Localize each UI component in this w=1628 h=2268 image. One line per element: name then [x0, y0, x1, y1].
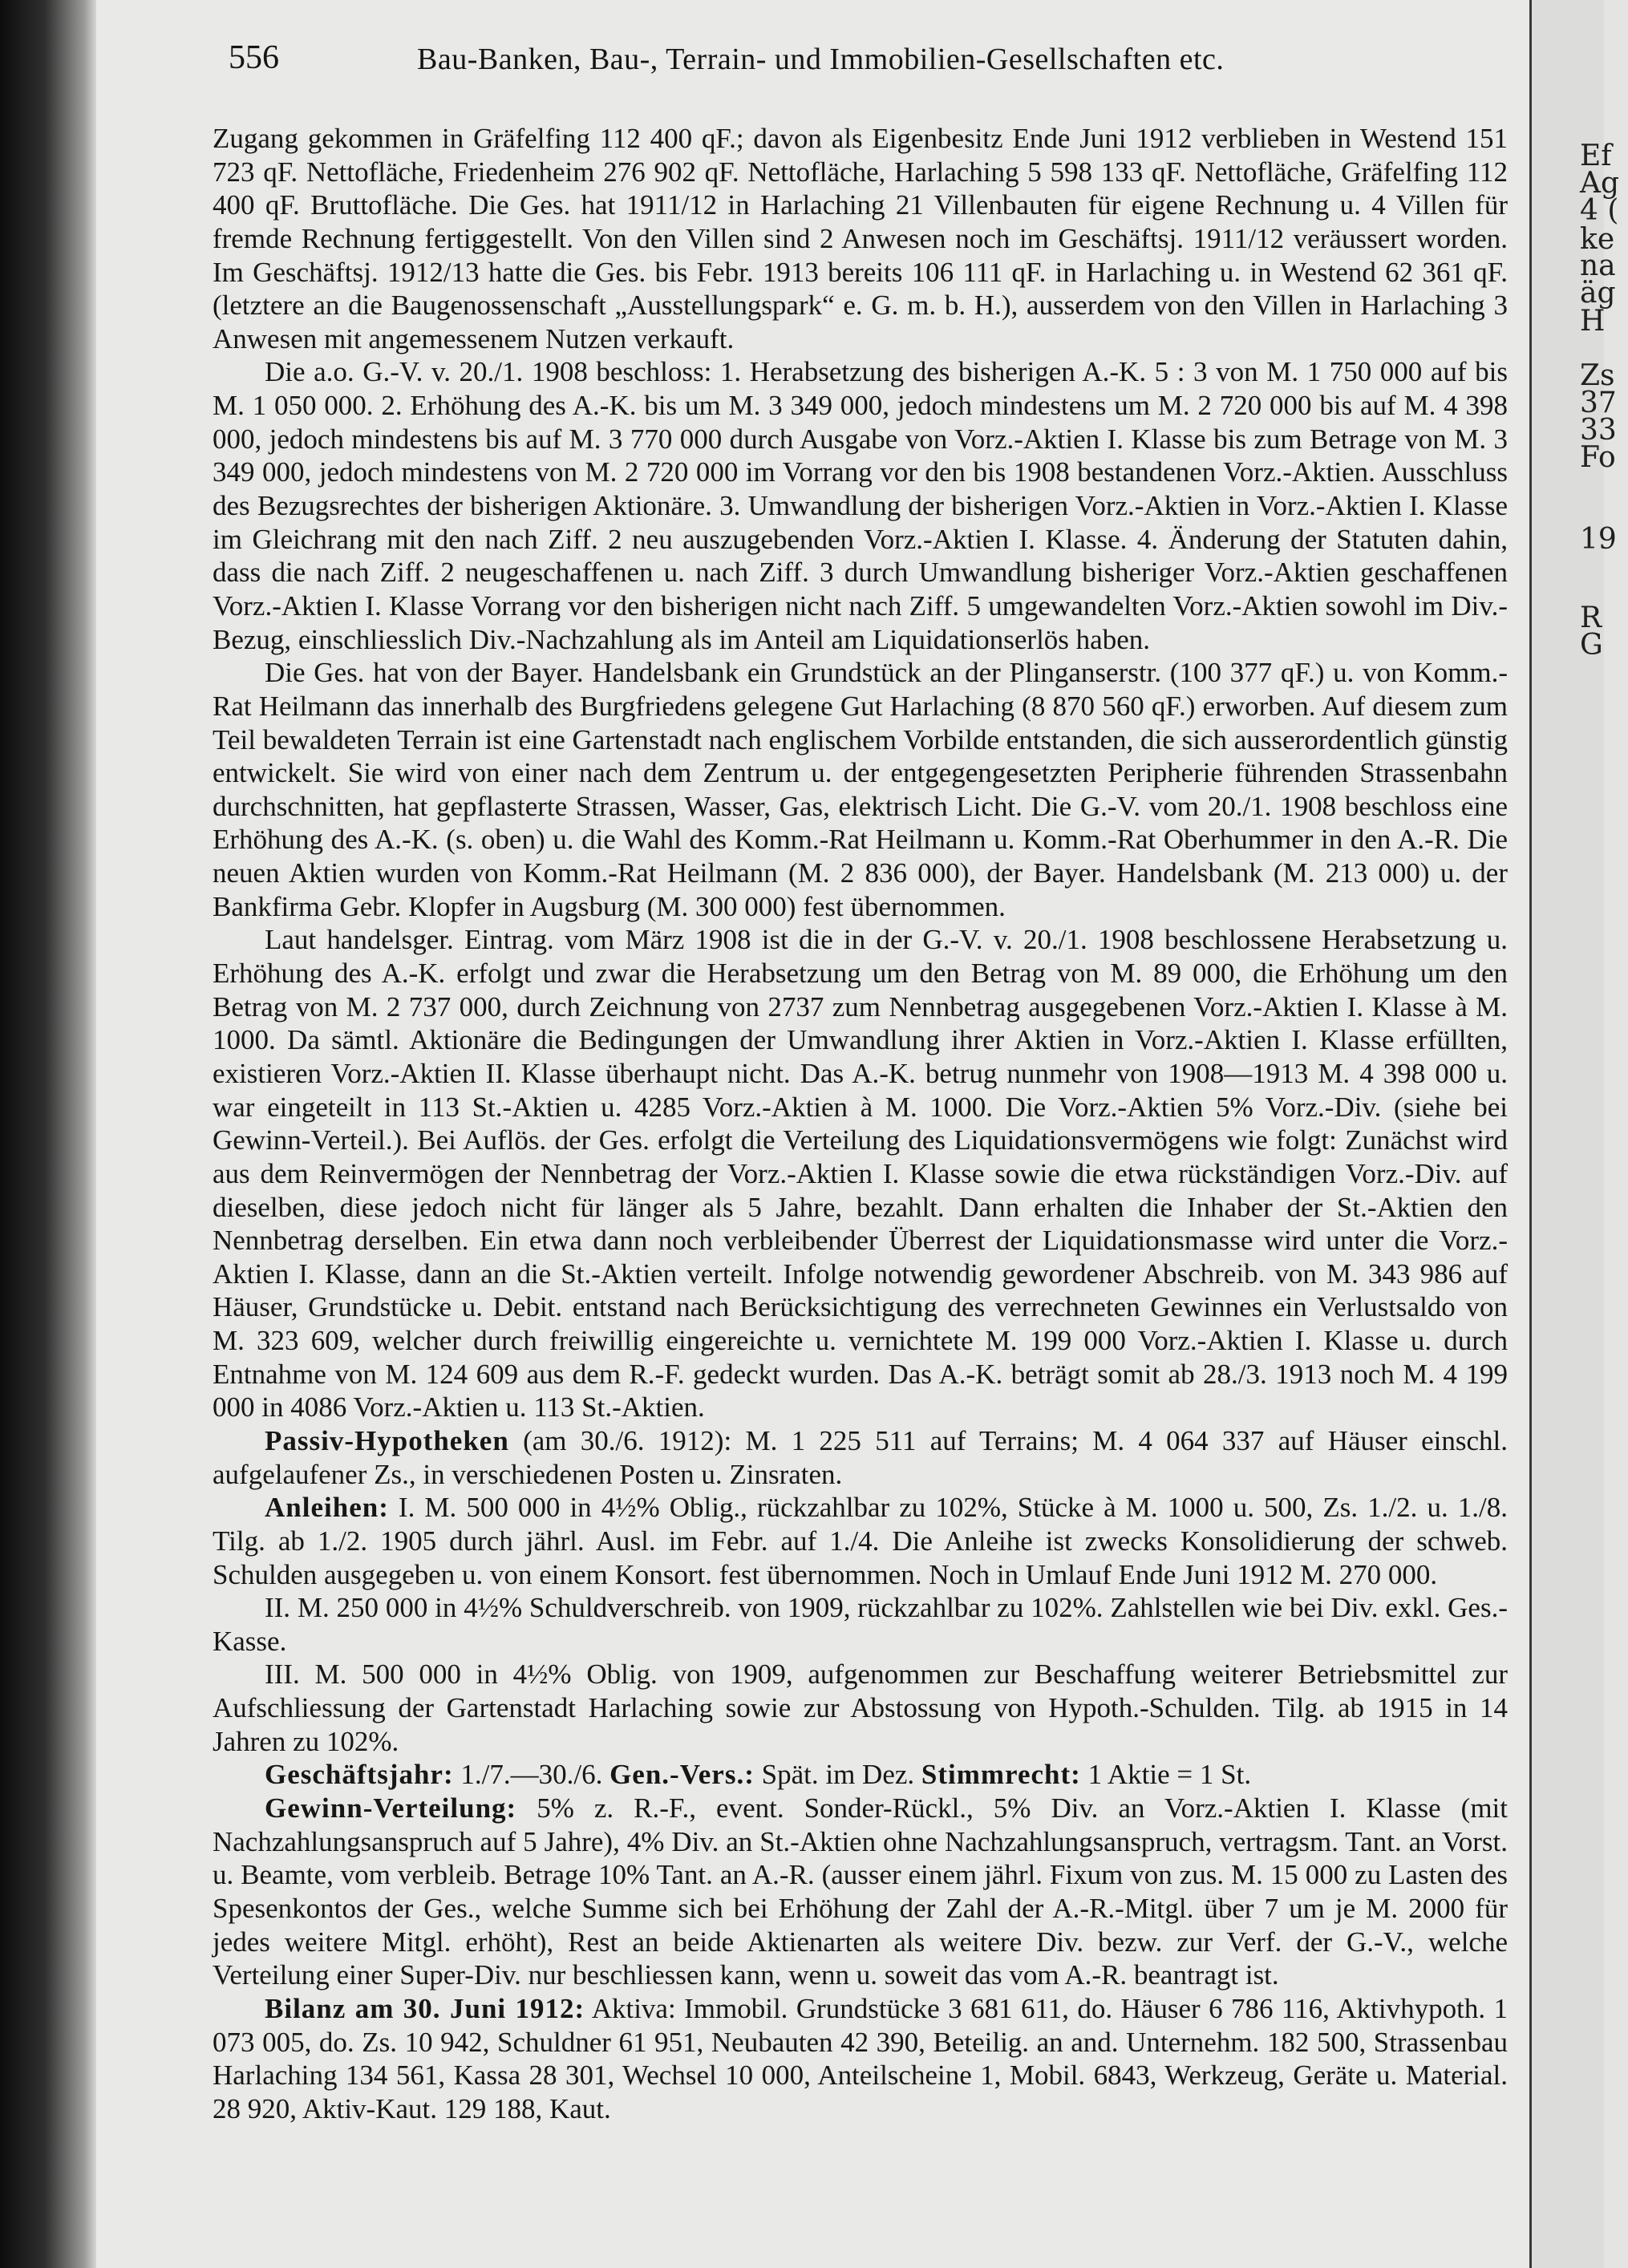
paragraph: [213, 656, 1508, 923]
paragraph: [213, 1491, 1508, 1591]
paragraph: [213, 1658, 1508, 1758]
adjacent-page-fragment: 37: [1580, 387, 1617, 419]
adjacent-page-fragment: R: [1580, 601, 1602, 634]
paragraph-text: II. M. 250 000 in 4½% Schuldverschreib. von 1909, rückzahlbar zu 102%. Zahlstellen wie bei Div. exkl. Ges.-Kasse.: [213, 1592, 1508, 1657]
adjacent-page-edge: [1532, 0, 1620, 2268]
paragraph: [213, 355, 1508, 656]
paragraph: [213, 122, 1508, 355]
adjacent-page-fragment: na: [1580, 249, 1616, 282]
adjacent-page-fragment: H: [1580, 305, 1606, 338]
paragraph-text: 1./7.—30./6.: [453, 1759, 610, 1791]
paragraph-text: Aktiva: Immobil. Grundstücke 3 681 611, do. Häuser 6 786 116, Aktivhypoth. 1 073 005, do. Zs. 10 942, Schuldner 61 951, Neubauten 42 390, Beteilig. an and. Unternehm. 182 500, Strassenbau Harlaching 134 561, Kassa 28 301, Wechsel 10 000, Anteilscheine 1, Mobil. 6843, Werkzeug, Geräte u. Material. 28 920, Aktiv-Kaut. 129 188, Kaut.: [213, 1992, 1508, 2124]
adjacent-page-fragment: 33: [1580, 414, 1617, 447]
book-spine-shadow: [0, 0, 96, 2268]
adjacent-page-fragment: 19: [1580, 523, 1617, 556]
paragraph-text: III. M. 500 000 in 4½% Oblig. von 1909, aufgenommen zur Beschaffung weiterer Betriebsmittel zur Aufschliessung der Gartenstadt Harlaching sowie zur Abstossung von Hypoth.-Schulden. Tilg. ab 1915 in 14 Jahren zu 102%.: [213, 1658, 1508, 1757]
adjacent-page-fragment: 4 (: [1580, 194, 1619, 227]
page-number: 556: [229, 39, 279, 76]
paragraph: [213, 1992, 1508, 2126]
body-text: [213, 122, 1508, 2125]
section-heading: Geschäftsjahr:: [265, 1759, 454, 1791]
paragraph-text: Die Ges. hat von der Bayer. Handelsbank ein Grundstück an der Plinganserstr. (100 377 qF.) u. von Komm.-Rat Heilmann das innerhalb des Burgfriedens gelegene Gut Harlaching (8 870 560 qF.) erworben. Auf diesem zum Teil bewaldeten Terrain ist eine Gartenstadt nach englischem Vorbilde entstanden, die sich ausserordentlich günstig entwickelt. Sie wird von einer nach dem Zentrum u. der entgegengesetzten Peripherie führenden Strassenbahn durchschnitten, hat gepflasterte Strassen, Wasser, Gas, elektrisch Licht. Die G.-V. vom 20./1. 1908 beschloss eine Erhöhung des A.-K. (s. oben) u. die Wahl des Komm.-Rat Heilmann u. Komm.-Rat Oberhummer in den A.-R. Die neuen Aktien wurden von Komm.-Rat Heilmann (M. 2 836 000), der Bayer. Handelsbank (M. 213 000) u. der Bankfirma Gebr. Klopfer in Augsburg (M. 300 000) fest übernommen.: [213, 657, 1508, 922]
adjacent-page-fragment: Ag: [1580, 167, 1620, 200]
paragraph: [213, 1758, 1508, 1792]
section-heading: Passiv-Hypotheken: [265, 1424, 509, 1456]
running-head: [229, 38, 1528, 87]
section-heading: Anleihen:: [265, 1492, 389, 1524]
adjacent-page-fragment: ke: [1580, 223, 1615, 256]
paragraph-text: Die a.o. G.-V. v. 20./1. 1908 beschloss: 1. Herabsetzung des bisherigen A.-K. 5 : 3 von M. 1 750 000 auf bis M. 1 050 000. 2. Erhöhung des A.-K. bis um M. 3 349 000, jedoch mindestens um M. 2 720 000 bis auf M. 4 398 000, jedoch mindestens bis auf M. 3 770 000 durch Ausgabe von Vorz.-Aktien I. Klasse bis zum Betrage von M. 3 349 000, jedoch mindestens von M. 2 720 000 im Vorrang vor den bis 1908 bestandenen Vorz.-Aktien. Ausschluss des Bezugsrechtes der bisherigen Aktionäre. 3. Umwandlung der bisherigen Vorz.-Aktien in Vorz.-Aktien I. Klasse im Gleichrang mit den nach Ziff. 2 neu auszugebenden Vorz.-Aktien I. Klasse. 4. Änderung der Statuten dahin, dass die nach Ziff. 2 neugeschaffenen u. nach Ziff. 3 durch Umwandlung bisheriger Vorz.-Aktien geschaffenen Vorz.-Aktien I. Klasse Vorrang vor den bisherigen nicht nach Ziff. 5 umgewandelten Vorz.-Aktien sowohl im Div.-Bezug, einschliesslich Div.-Nachzahlung als im Anteil am Liquidationserlös haben.: [213, 356, 1508, 655]
section-heading: Gewinn-Verteilung:: [265, 1792, 517, 1825]
running-title: Bau-Banken, Bau-, Terrain- und Immobilien-Gesellschaften etc.: [417, 43, 1225, 76]
section-heading: Gen.-Vers.:: [609, 1759, 755, 1791]
paragraph-text: (am 30./6. 1912): M. 1 225 511 auf Terrains; M. 4 064 337 auf Häuser einschl. aufgelaufener Zs., in verschiedenen Posten u. Zinsraten.: [213, 1424, 1508, 1490]
adjacent-page-fragment: äg: [1580, 277, 1616, 310]
paragraph-text: Spät. im Dez.: [754, 1759, 921, 1791]
adjacent-page-fragment: G: [1580, 629, 1603, 662]
section-heading: Stimmrecht:: [921, 1759, 1081, 1791]
adjacent-page-fragment: Zs: [1580, 359, 1615, 392]
paragraph-text: 1 Aktie = 1 St.: [1080, 1759, 1252, 1791]
paragraph-text: 5% z. R.-F., event. Sonder-Rückl., 5% Div. an Vorz.-Aktien I. Klasse (mit Nachzahlungsanspruch auf 5 Jahre), 4% Div. an St.-Aktien ohne Nachzahlungsanspruch, vertragsm. Tant. an Vorst. u. Beamte, vom verbleib. Betrage 10% Tant. an A.-R. (ausser einem jährl. Fixum von zus. M. 15 000 zu Lasten des Spesenkontos der Ges., welche Summe sich bei Erhöhung der Zahl der A.-R.-Mitgl. über 7 um je M. 2000 für jedes weitere Mitgl. erhöht), Rest an beide Aktienarten als weitere Div. bezw. zur Verf. der G.-V., welche Verteilung einer Super-Div. nur beschliessen kann, wenn u. soweit das vom A.-R. beantragt ist.: [213, 1792, 1508, 1991]
paragraph: [213, 1424, 1508, 1491]
paragraph-text: Zugang gekommen in Gräfelfing 112 400 qF.; davon als Eigenbesitz Ende Juni 1912 verblieben in Westend 151 723 qF. Nettofläche, Friedenheim 276 902 qF. Nettofläche, Harlaching 5 598 133 qF. Nettofläche, Gräfelfing 112 400 qF. Bruttofläche. Die Ges. hat 1911/12 in Harlaching 21 Villenbauten für eigene Rechnung u. 4 Villen für fremde Rechnung fertiggestellt. Von den Villen sind 2 Anwesen noch im Geschäftsj. 1911/12 veräussert worden. Im Geschäftsj. 1912/13 hatte die Ges. bis Febr. 1913 bereits 106 111 qF. in Harlaching u. in Westend 62 361 qF. (letztere an die Baugenossenschaft „Ausstellungspark“ e. G. m. b. H.), ausserdem von den Villen in Harlaching 3 Anwesen mit angemessenem Nutzen verkauft.: [213, 123, 1508, 354]
adjacent-page-fragment: Ef: [1580, 140, 1612, 172]
paragraph-text: Laut handelsger. Eintrag. vom März 1908 ist die in der G.-V. v. 20./1. 1908 beschlossene Herabsetzung u. Erhöhung des A.-K. erfolgt und zwar die Herabsetzung um den Betrag von M. 89 000, die Erhöhung um den Betrag von M. 2 737 000, durch Zeichnung von 2737 zum Nennbetrag ausgegebenen Vorz.-Aktien I. Klasse à M. 1000. Da sämtl. Aktionäre die Bedingungen der Umwandlung ihrer Aktien in Vorz.-Aktien I. Klasse erfüllten, existieren Vorz.-Aktien II. Klasse überhaupt nicht. Das A.-K. betrug nunmehr von 1908—1913 M. 4 398 000 u. war eingeteilt in 113 St.-Aktien u. 4285 Vorz.-Aktien à M. 1000. Die Vorz.-Aktien 5% Vorz.-Div. (siehe bei Gewinn-Verteil.). Bei Auflös. der Ges. erfolgt die Verteilung des Liquidationsvermögens wie folgt: Zunächst wird aus dem Reinvermögen der Nennbetrag der Vorz.-Aktien I. Klasse sowie die etwa rückständigen Vorz.-Div. auf dieselben, diese jedoch nicht für länger als 5 Jahre, bezahlt. Dann erhalten die Inhaber der St.-Aktien den Nennbetrag derselben. Ein etwa dann noch verbleibender Überrest der Liquidationsmasse wird unter die Vorz.-Aktien I. Klasse, dann an die St.-Aktien verteilt. Infolge notwendig gewordener Abschreib. von M. 343 986 auf Häuser, Grundstücke u. Debit. entstand nach Berücksichtigung des verrechneten Gewinnes ein Verlustsaldo von M. 323 609, welcher durch freiwillig eingereichte u. vernichtete M. 199 000 Vorz.-Aktien I. Klasse u. durch Entnahme von M. 124 609 aus dem R.-F. gedeckt wurden. Das A.-K. beträgt somit ab 28./3. 1913 noch M. 4 199 000 in 4086 Vorz.-Aktien u. 113 St.-Aktien.: [213, 924, 1508, 1424]
adjacent-page-fragment: Fo: [1580, 441, 1616, 474]
paragraph: [213, 923, 1508, 1424]
paragraph: [213, 1591, 1508, 1658]
paragraph-text: I. M. 500 000 in 4½% Oblig., rückzahlbar zu 102%, Stücke à M. 1000 u. 500, Zs. 1./2. u. 1./8. Tilg. ab 1./2. 1905 durch jährl. Ausl. im Febr. auf 1./4. Die Anleihe ist zwecks Konsolidierung der schweb. Schulden ausgegeben u. von einem Konsort. fest übernommen. Noch in Umlauf Ende Juni 1912 M. 270 000.: [213, 1492, 1508, 1590]
paragraph: [213, 1792, 1508, 1992]
section-heading: Bilanz am 30. Juni 1912:: [265, 1992, 585, 2024]
